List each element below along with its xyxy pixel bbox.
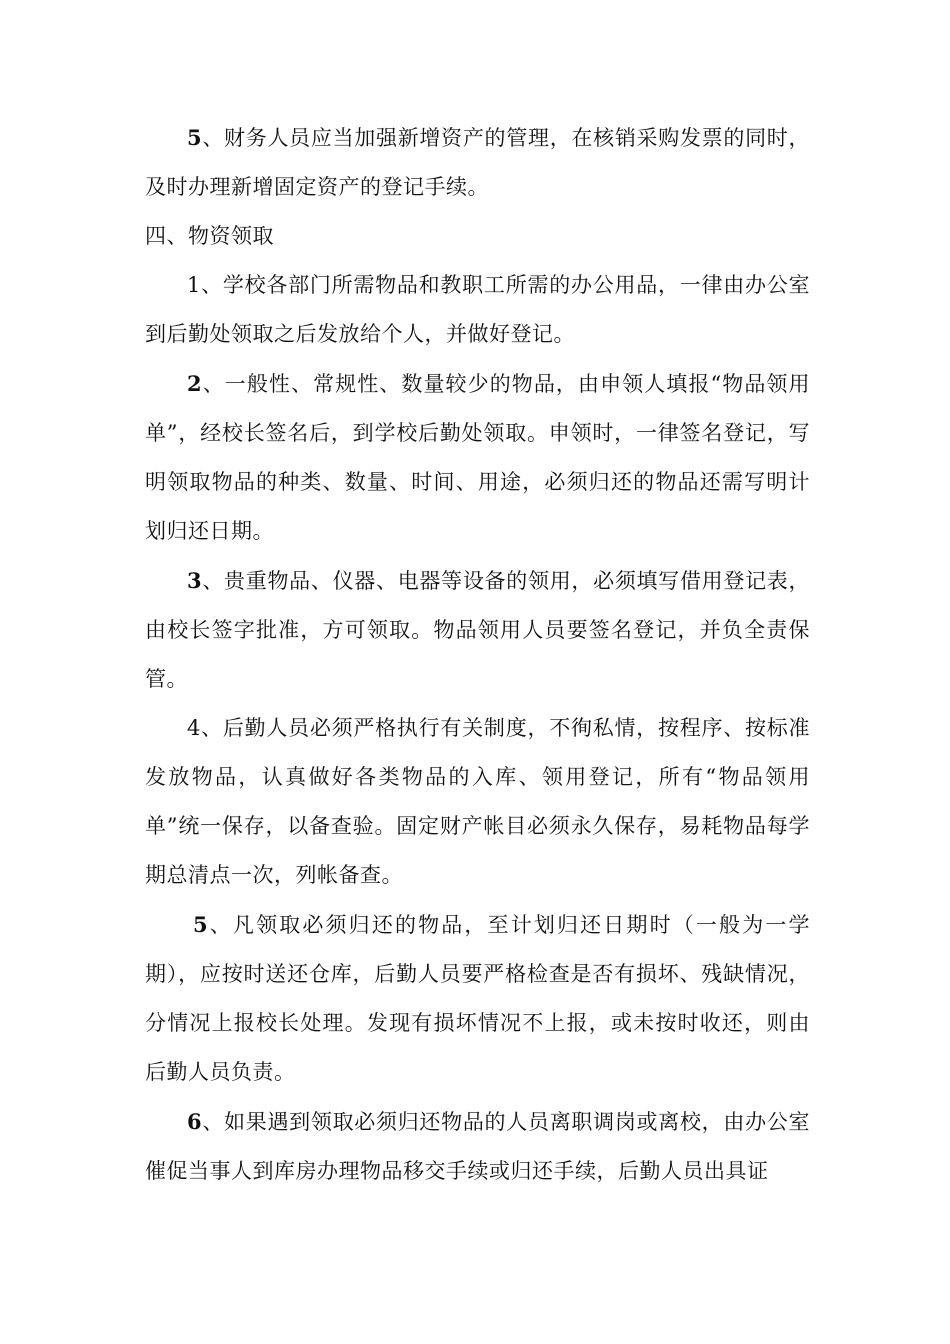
paragraph-valuable-items (145, 556, 810, 704)
paragraph-text: 、财务人员应当加强新增资产的管理，在核销采购发票的同时，及时办理新增固定资产的登记手续。 (145, 126, 810, 199)
paragraph-text: 、如果遇到领取必须归还物品的人员离职调岗或离校，由办公室催促当事人到库房办理物品移交手续或归还手续，后勤人员出具证 (145, 1110, 810, 1183)
paragraph-text: 、贵重物品、仪器、电器等设备的领用，必须填写借用登记表，由校长签字批准，方可领取。物品领用人员要签名登记，并负全责保管。 (145, 569, 810, 691)
paragraph-logistics-staff (145, 704, 810, 900)
paragraph-number: 6 (187, 1109, 203, 1134)
paragraph-number: 2 (187, 371, 203, 396)
paragraph-office-supplies (145, 261, 810, 359)
paragraph-general-items (145, 359, 810, 556)
paragraph-number: 5 (187, 125, 203, 150)
document-body (145, 113, 810, 1196)
paragraph-text: 、后勤人员必须严格执行有关制度，不徇私情，按程序、按标准发放物品，认真做好各类物品的入库、领用登记，所有“物品领用单”统一保存，以备查验。固定财产帐目必须永久保存，易耗物品每学期总清点一次，列帐备查。 (145, 716, 810, 887)
paragraph-number: 4 (187, 716, 201, 740)
paragraph-staff-departure (145, 1097, 810, 1196)
paragraph-return-items (145, 900, 810, 1097)
section-heading-material-collection: 四、物资领取 (145, 224, 274, 248)
paragraph-text: 、一般性、常规性、数量较少的物品，由申领人填报“物品领用单”，经校长签名后，到学校后勤处领取。申领时，一律签名登记，写明领取物品的种类、数量、时间、用途，必须归还的物品还需写明计划归还日期。 (145, 372, 810, 543)
paragraph-text: 、凡领取必须归还的物品，至计划归还日期时（一般为一学期），应按时送还仓库，后勤人员要严格检查是否有损坏、残缺情况，分情况上报校长处理。发现有损坏情况不上报，或未按时收还，则由后勤人员负责。 (145, 913, 810, 1084)
paragraph-number: 1 (187, 273, 201, 297)
paragraph-number: 3 (187, 568, 203, 593)
paragraph-number: 5 (193, 912, 209, 937)
paragraph-finance-new-assets (145, 113, 810, 212)
paragraph-text: 、学校各部门所需物品和教职工所需的办公用品，一律由办公室到后勤处领取之后发放给个人，并做好登记。 (145, 273, 810, 346)
